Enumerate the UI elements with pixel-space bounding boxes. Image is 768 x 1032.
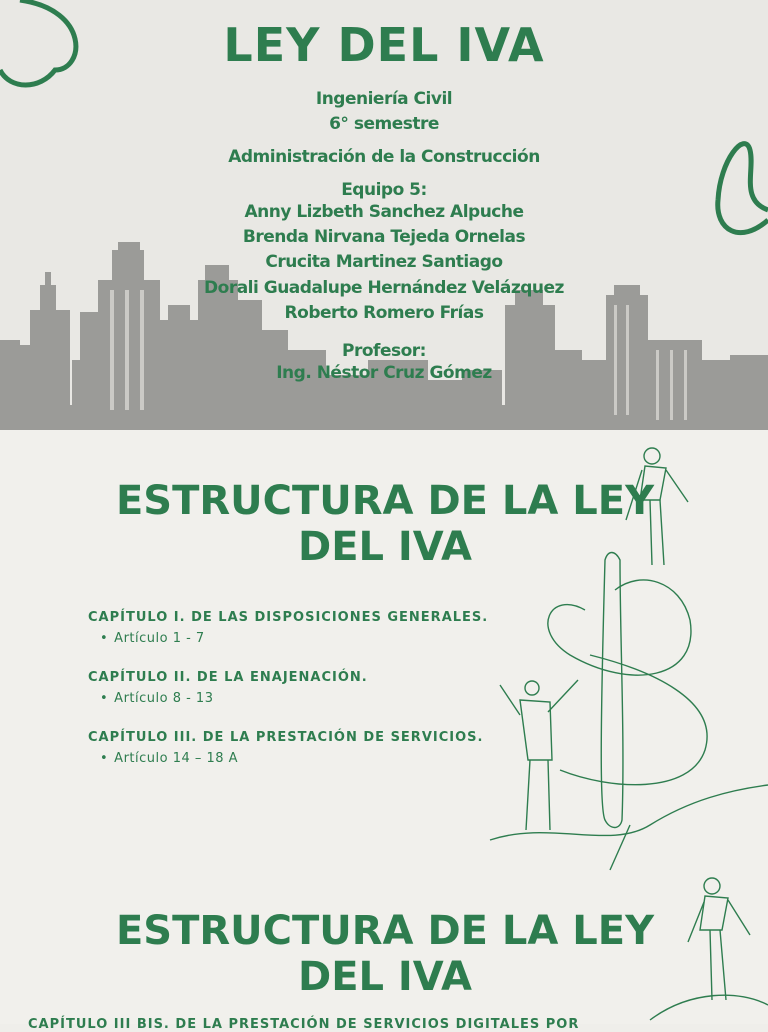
semester-text: 6° semestre xyxy=(329,114,439,134)
professor-name: Ing. Néstor Cruz Gómez xyxy=(276,363,492,383)
chapter-title: CAPÍTULO I. DE LAS DISPOSICIONES GENERALES. xyxy=(88,610,489,625)
team-member: Brenda Nirvana Tejeda Ornelas xyxy=(242,227,526,247)
structure-title-line1: ESTRUCTURA DE LA LEY xyxy=(115,478,655,524)
cover-title: LEY DEL IVA xyxy=(223,18,545,72)
team-member: Anny Lizbeth Sanchez Alpuche xyxy=(244,202,524,222)
structure-slide-2 xyxy=(0,880,768,1032)
structure-title-line2: DEL IVA xyxy=(297,524,473,570)
team-member: Crucita Martinez Santiago xyxy=(265,252,503,272)
structure-slide xyxy=(0,430,768,880)
standing-man-illustration xyxy=(650,880,768,1024)
chapter-title: CAPÍTULO III BIS. DE LA PRESTACIÓN DE SERVICIOS DIGITALES POR xyxy=(28,1017,580,1032)
team-label: Equipo 5: xyxy=(341,180,427,200)
cover-slide xyxy=(0,0,768,430)
team-member: Roberto Romero Frías xyxy=(284,303,484,323)
team-member: Dorali Guadalupe Hernández Velázquez xyxy=(204,278,564,298)
career-text: Ingeniería Civil xyxy=(315,89,453,109)
structure-title-line2: DEL IVA xyxy=(297,954,473,1000)
structure-title-line1: ESTRUCTURA DE LA LEY xyxy=(115,908,655,954)
dollar-sign-figures-illustration xyxy=(490,440,768,880)
chapter-title: CAPÍTULO II. DE LA ENAJENACIÓN. xyxy=(88,670,368,685)
chapter-article: • Artículo 14 – 18 A xyxy=(100,751,238,766)
subject-text: Administración de la Construcción xyxy=(228,147,540,167)
chapter-title: CAPÍTULO III. DE LA PRESTACIÓN DE SERVICIOS. xyxy=(88,730,484,745)
professor-label: Profesor: xyxy=(342,341,426,361)
chapter-article: • Artículo 8 - 13 xyxy=(100,691,213,706)
chapter-article: • Artículo 1 - 7 xyxy=(100,631,205,646)
